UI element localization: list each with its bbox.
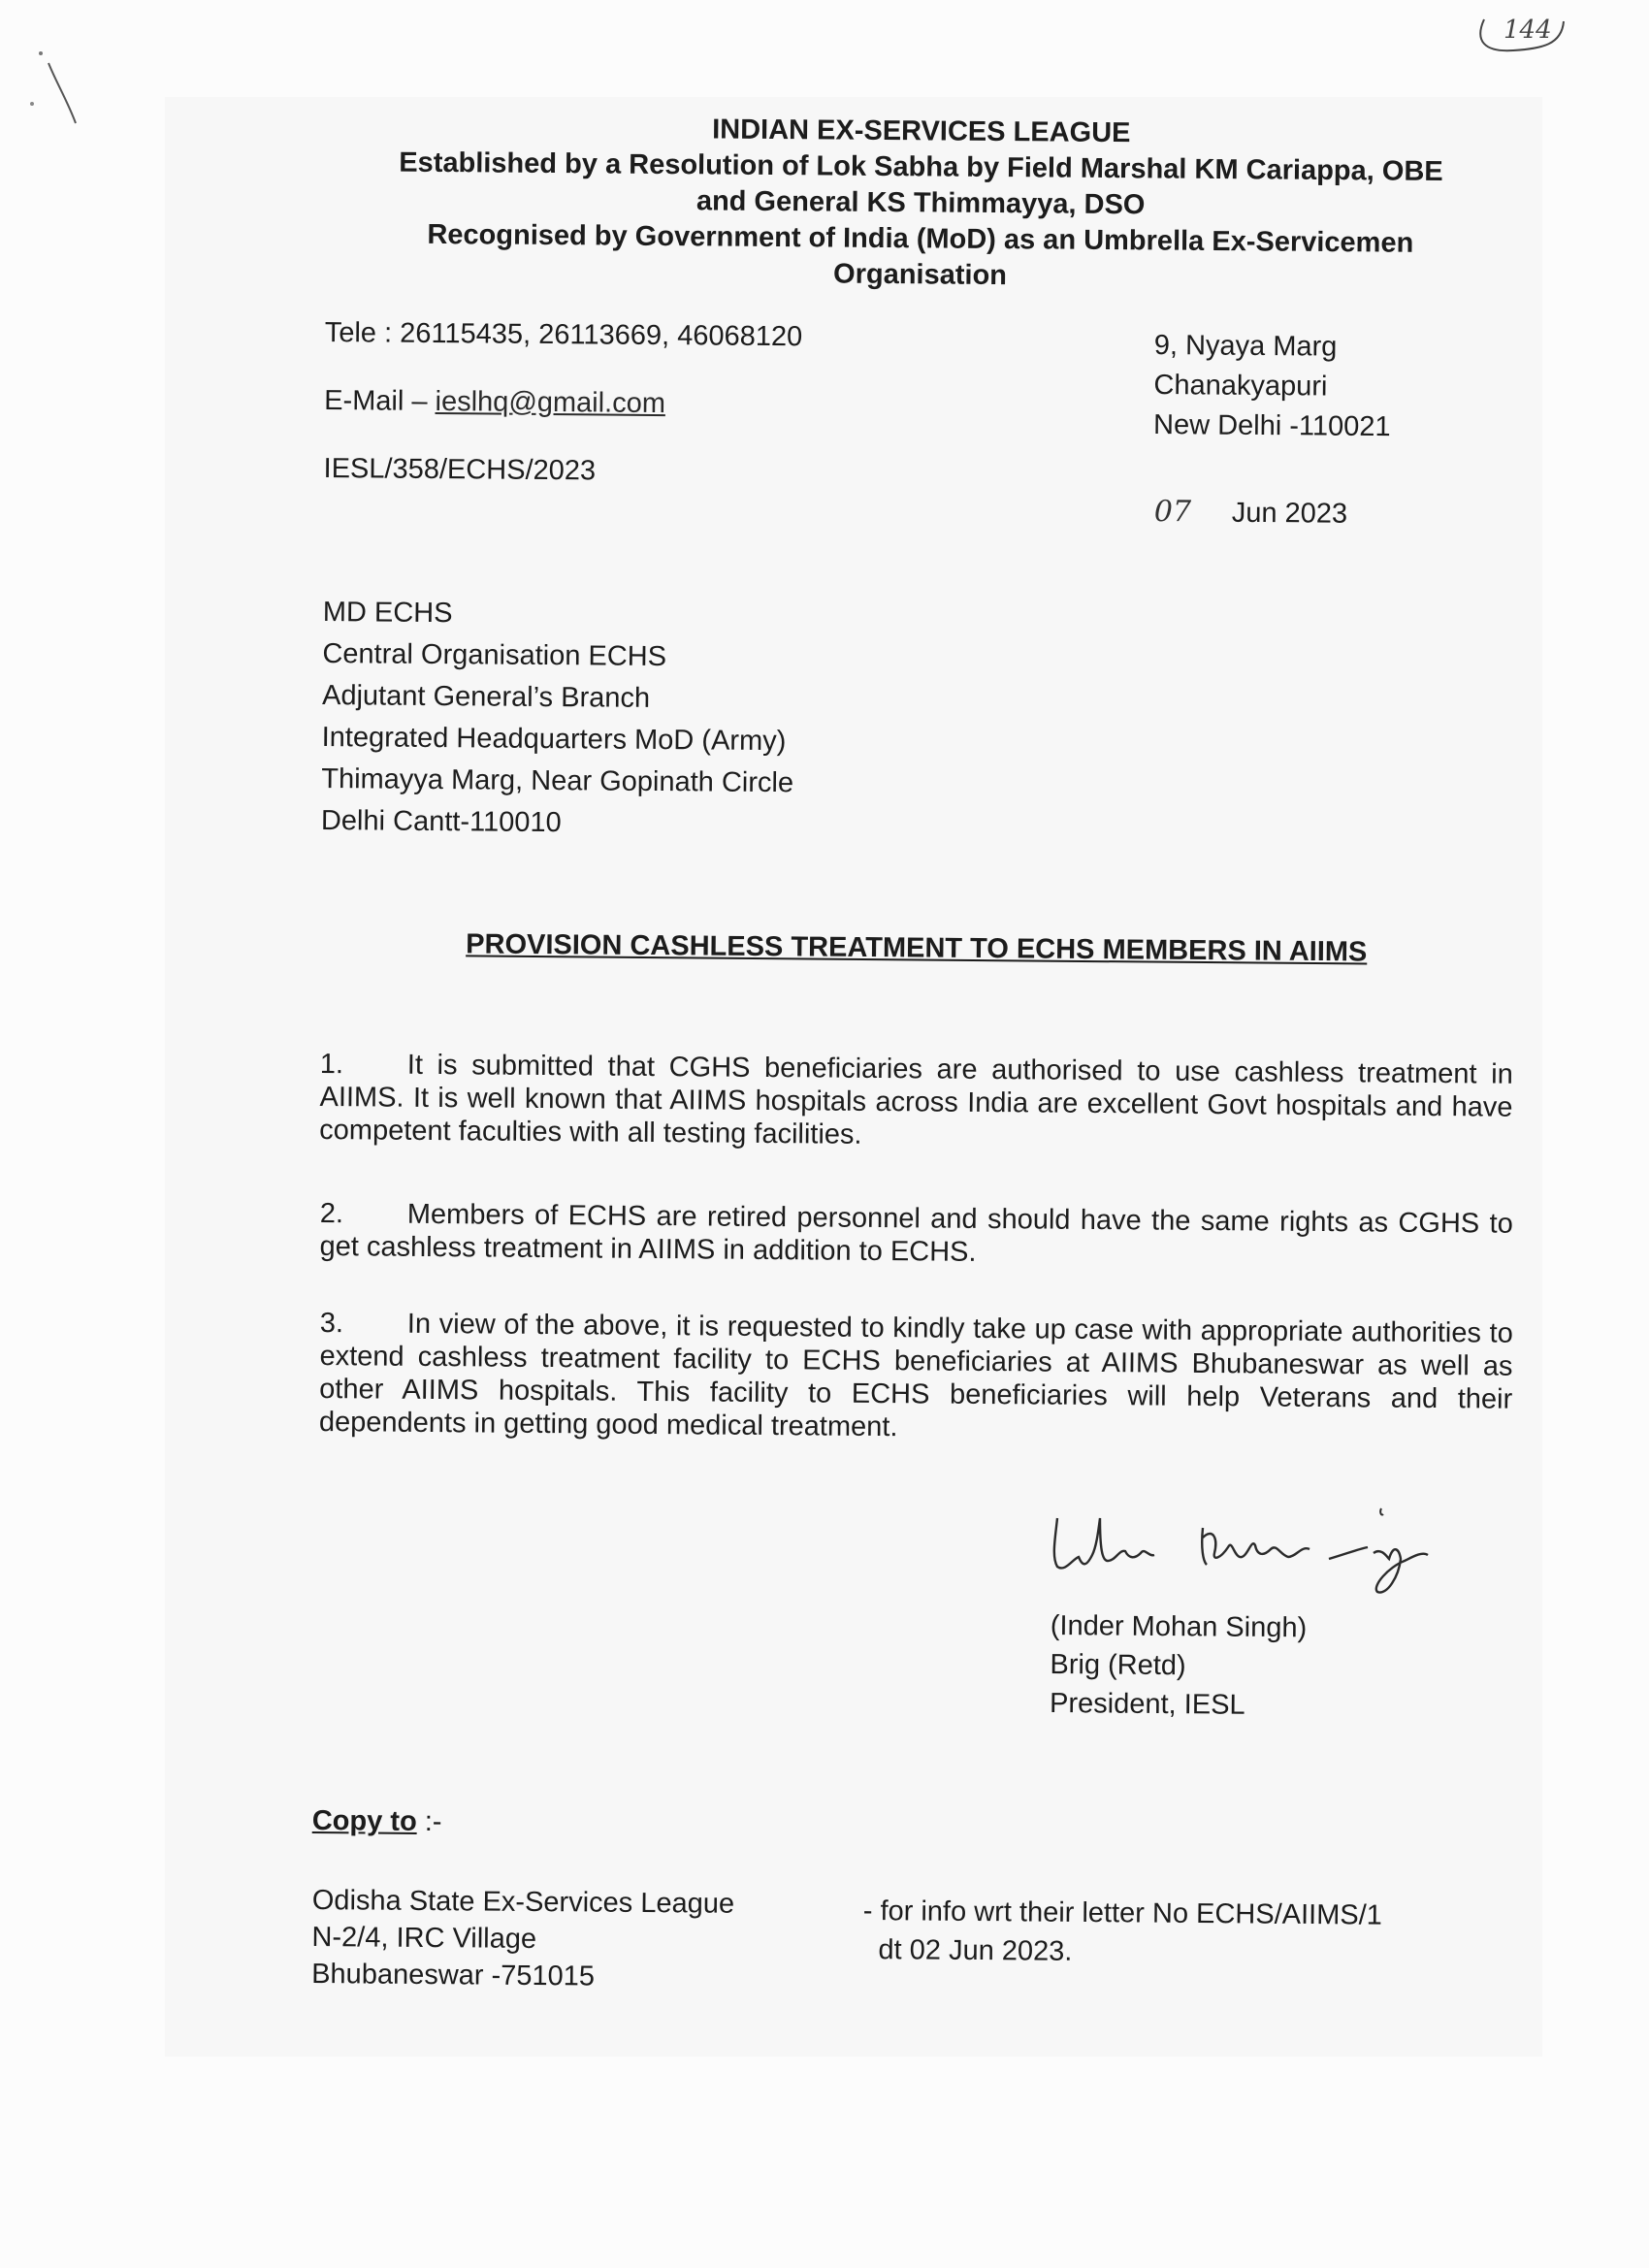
paragraph-3	[319, 1307, 1513, 1449]
org-recognition: Recognised by Government of India (MoD) as an Umbrella Ex-Servicemen	[427, 218, 1414, 259]
letter-date	[1154, 491, 1523, 536]
cc-note-line-2: dt 02 Jun 2023.	[878, 1934, 1073, 1967]
org-name: INDIAN EX-SERVICES LEAGUE	[712, 113, 1131, 149]
sender-address	[1153, 326, 1523, 448]
org-establishment: Established by a Resolution of Lok Sabha by Field Marshal KM Cariappa, OBE	[399, 146, 1443, 188]
paragraph-text: Members of ECHS are retired personnel and should have the same rights as CGHS to get cashless treatment in AIIMS in addition to ECHS.	[319, 1198, 1513, 1268]
recipient-address	[321, 592, 1021, 848]
paragraph-1	[319, 1048, 1513, 1157]
paragraph-text: In view of the above, it is requested to kindly take up case with appropriate authorities to extend cashless treatment facility to ECHS beneficiaries at AIIMS Bhubaneswar as well as other AIIMS hospitals. This facility to ECHS beneficiaries will help Veterans and their dependents in getting good medical treatment.	[318, 1308, 1513, 1443]
page-number-text: 144	[1504, 16, 1552, 45]
letter-subject: PROVISION CASHLESS TREATMENT TO ECHS MEMBERS IN AIIMS	[466, 928, 1368, 968]
contact-block	[323, 312, 955, 496]
date-month-year: Jun 2023	[1231, 497, 1348, 530]
letterhead	[328, 109, 1513, 299]
email-line	[324, 380, 954, 428]
address-line-1: 9, Nyaya Marg	[1153, 329, 1338, 363]
recipient-line-3: Adjutant General’s Branch	[321, 679, 651, 714]
signer-block	[1050, 1606, 1487, 1727]
telephone: Tele : 26115435, 26113669, 46068120	[324, 316, 803, 353]
org-recognition-cont: Organisation	[832, 258, 1008, 292]
copy-to-address	[311, 1882, 817, 1997]
copy-to-heading	[312, 1800, 603, 1845]
signer-name: (Inder Mohan Singh)	[1050, 1609, 1308, 1644]
cc-address-line-3: Bhubaneswar -751015	[311, 1958, 596, 1993]
email-link[interactable]: ieslhq@gmail.com	[435, 385, 666, 420]
org-establishment-cont: and General KS Thimmayya, DSO	[695, 185, 1146, 221]
paragraph-number: 2.	[319, 1198, 344, 1230]
signer-title: President, IESL	[1049, 1687, 1245, 1721]
scan-stray-mark	[29, 24, 87, 131]
recipient-line-1: MD ECHS	[322, 596, 453, 630]
copy-to-label: Copy to	[311, 1804, 417, 1837]
recipient-line-2: Central Organisation ECHS	[322, 637, 667, 673]
copy-to-suffix: :-	[416, 1805, 442, 1838]
address-line-2: Chanakyapuri	[1153, 369, 1328, 403]
paragraph-number: 3.	[319, 1308, 344, 1340]
paragraph-2	[319, 1197, 1513, 1274]
address-line-3: New Delhi -110021	[1152, 408, 1391, 443]
recipient-line-4: Integrated Headquarters MoD (Army)	[321, 721, 787, 758]
recipient-line-6: Delhi Cantt-110010	[320, 804, 562, 839]
reference-number: IESL/358/ECHS/2023	[323, 452, 597, 487]
cc-note-line-1: - for info wrt their letter No ECHS/AIIMS/1	[862, 1895, 1382, 1931]
handwritten-signature	[1048, 1499, 1474, 1605]
page-number	[1474, 12, 1571, 58]
paragraph-text: It is submitted that CGHS beneficiaries are authorised to use cashless treatment in AIIMS. It is well known that AIIMS hospitals across India are excellent Govt hospitals and have competent faculties with all testing facilities.	[319, 1049, 1513, 1150]
cc-address-line-2: N-2/4, IRC Village	[311, 1921, 537, 1956]
paragraph-number: 1.	[319, 1049, 344, 1081]
date-day-handwritten: 07	[1153, 494, 1192, 530]
copy-to-note	[862, 1892, 1484, 1975]
cc-address-line-1: Odisha State Ex-Services League	[311, 1884, 735, 1920]
recipient-line-5: Thimayya Marg, Near Gopinath Circle	[321, 762, 794, 799]
signer-rank: Brig (Retd)	[1050, 1648, 1186, 1682]
email-label: E-Mail –	[324, 384, 436, 417]
